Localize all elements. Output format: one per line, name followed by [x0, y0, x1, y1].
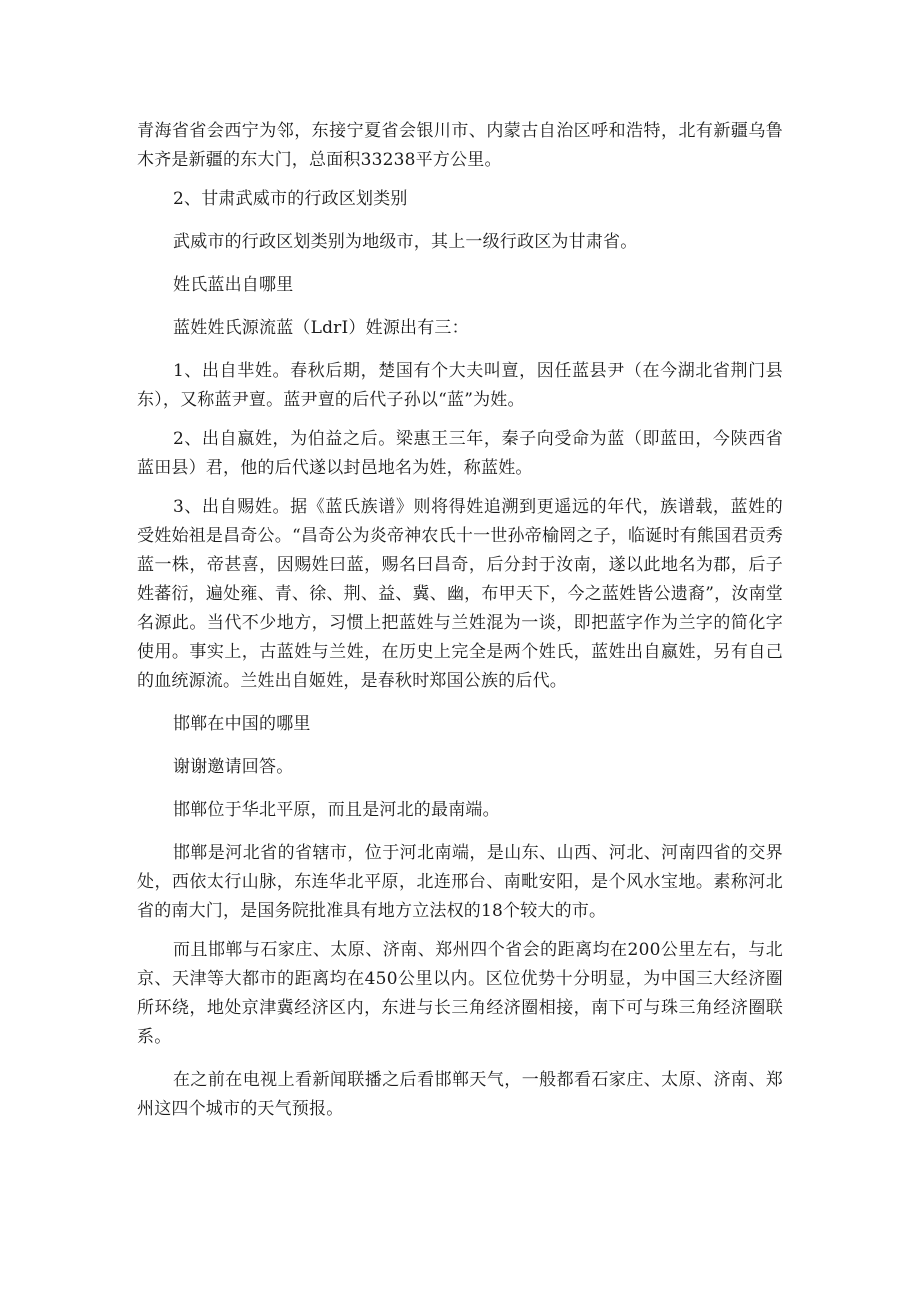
paragraph-lan-origins-intro: 蓝姓姓氏源流蓝（LdrI）姓源出有三： [173, 318, 469, 338]
paragraph-lan-origin-1: 1、出自芈姓。春秋后期，楚国有个大夫叫亶，因任蓝县尹（在今湖北省荆门县东），又称蓝尹亶。蓝尹亶的后代子孙以“蓝”为姓。 [137, 361, 783, 410]
paragraph-handan-distance: 而且邯郸与石家庄、太原、济南、郑州四个省会的距离均在200公里左右，与北京、天津等大都市的距离均在450公里以内。区位优势十分明显，为中国三大经济圈所环绕，地处京津冀经济区内，东进与长三角经济圈相接，南下可与珠三角经济圈联系。 [137, 940, 783, 1047]
paragraph-lan-origin-2: 2、出自嬴姓，为伯益之后。梁惠王三年，秦子向受命为蓝（即蓝田，今陕西省蓝田县）君，他的后代遂以封邑地名为姓，称蓝姓。 [137, 429, 783, 478]
heading-wuwei-admin: 2、甘肃武威市的行政区划类别 [173, 189, 408, 209]
paragraph-thanks: 谢谢邀请回答。 [173, 757, 294, 777]
heading-lan-surname: 姓氏蓝出自哪里 [173, 275, 294, 295]
paragraph-handan-weather: 在之前在电视上看新闻联播之后看邯郸天气，一般都看石家庄、太原、济南、郑州这四个城市的天气预报。 [137, 1070, 783, 1119]
paragraph-wuwei-admin: 武威市的行政区划类别为地级市，其上一级行政区为甘肃省。 [173, 232, 638, 252]
document-body [137, 117, 783, 1124]
paragraph-gansu-location: 青海省省会西宁为邻，东接宁夏省会银川市、内蒙古自治区呼和浩特，北有新疆乌鲁木齐是新疆的东大门，总面积33238平方公里。 [137, 121, 783, 170]
paragraph-handan-plain: 邯郸位于华北平原，而且是河北的最南端。 [173, 800, 500, 820]
paragraph-lan-origin-3: 3、出自赐姓。据《蓝氏族谱》则将得姓追溯到更遥远的年代，族谱载，蓝姓的受姓始祖是昌奇公。“昌奇公为炎帝神农氏十一世孙帝榆罔之子，临诞时有熊国君贡秀蓝一株，帝甚喜，因赐姓曰蓝，赐名曰昌奇，后分封于汝南，遂以此地名为郡，后子姓蕃衍，遍处雍、青、徐、荆、益、冀、幽，布甲天下，今之蓝姓皆公遗裔”，汝南堂名源此。当代不少地方，习惯上把蓝姓与兰姓混为一谈，即把蓝字作为兰字的简化字使用。事实上，古蓝姓与兰姓，在历史上完全是两个姓氏，蓝姓出自嬴姓，另有自己的血统源流。兰姓出自姬姓，是春秋时郑国公族的后代。 [137, 497, 783, 691]
heading-handan-location: 邯郸在中国的哪里 [173, 714, 311, 734]
paragraph-handan-details: 邯郸是河北省的省辖市，位于河北南端，是山东、山西、河北、河南四省的交界处，西依太行山脉，东连华北平原，北连邢台、南毗安阳，是个风水宝地。素称河北省的南大门，是国务院批准具有地方立法权的18个较大的市。 [137, 843, 783, 921]
